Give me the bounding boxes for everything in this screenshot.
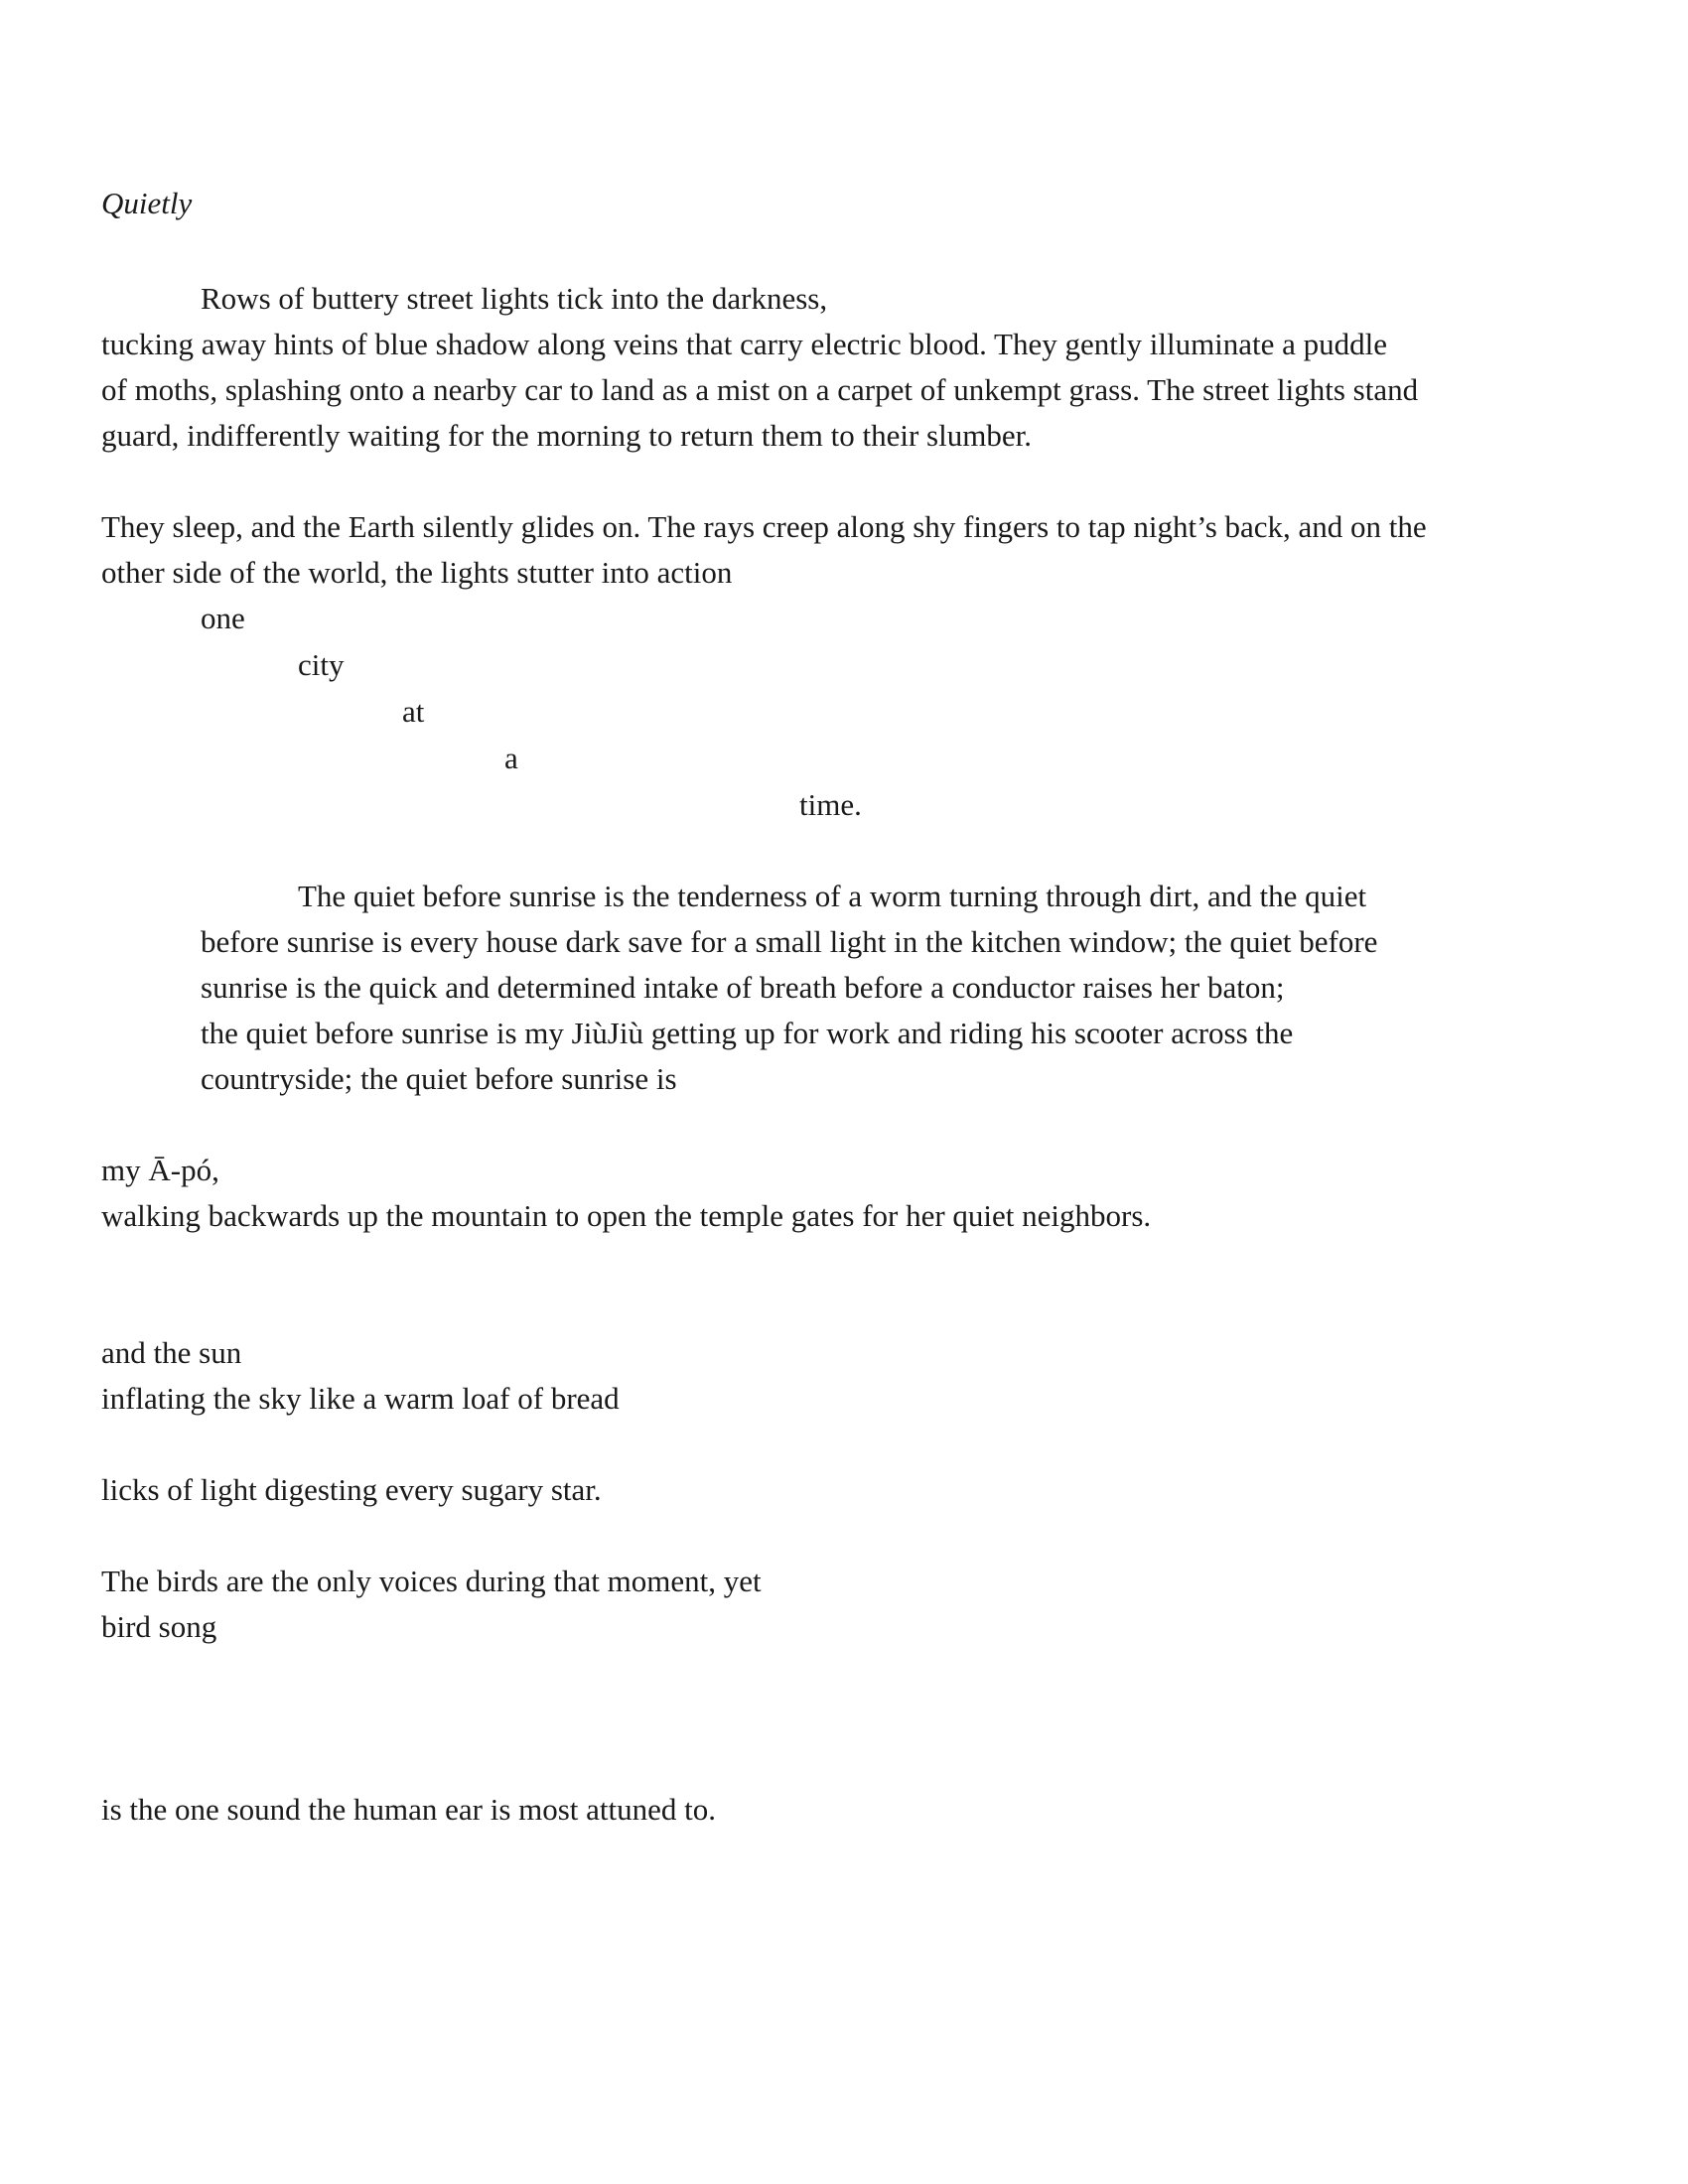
poem-line: and the sun [101, 1335, 242, 1370]
poem-line: They sleep, and the Earth silently glides on. The rays creep along shy fingers to tap night’s back, and on the [101, 509, 1427, 544]
poem-line: my Ā-pó, [101, 1153, 219, 1187]
poem-line: Rows of buttery street lights tick into the darkness, [201, 281, 828, 316]
poem-line: of moths, splashing onto a nearby car to land as a mist on a carpet of unkempt grass. The street lights stand [101, 372, 1419, 407]
poem-line: The quiet before sunrise is the tenderness of a worm turning through dirt, and the quiet [298, 879, 1367, 913]
poem-title: Quietly [101, 186, 193, 220]
poem-line: inflating the sky like a warm loaf of bread [101, 1381, 620, 1416]
poem-line: The birds are the only voices during that moment, yet [101, 1564, 762, 1598]
cascade-word: at [402, 694, 425, 729]
poem-line: walking backwards up the mountain to open the temple gates for her quiet neighbors. [101, 1198, 1152, 1233]
cascade-word: time. [799, 787, 862, 822]
poem-line: licks of light digesting every sugary star. [101, 1472, 602, 1507]
poem-line: sunrise is the quick and determined intake of breath before a conductor raises her baton; [201, 970, 1285, 1005]
poem-line: before sunrise is every house dark save for a small light in the kitchen window; the quiet before [201, 924, 1378, 959]
poem-line: other side of the world, the lights stutter into action [101, 555, 733, 590]
poem-line: countryside; the quiet before sunrise is [201, 1061, 677, 1096]
poem-line: tucking away hints of blue shadow along veins that carry electric blood. They gently illuminate a puddle [101, 327, 1388, 361]
poem-line: is the one sound the human ear is most attuned to. [101, 1792, 717, 1827]
poem-line: bird song [101, 1609, 217, 1644]
poem-line: the quiet before sunrise is my JiùJiù getting up for work and riding his scooter across the [201, 1016, 1294, 1050]
cascade-word: city [298, 647, 345, 682]
poem-line: guard, indifferently waiting for the morning to return them to their slumber. [101, 418, 1032, 453]
cascade-word: one [201, 601, 245, 635]
cascade-word: a [504, 741, 518, 775]
